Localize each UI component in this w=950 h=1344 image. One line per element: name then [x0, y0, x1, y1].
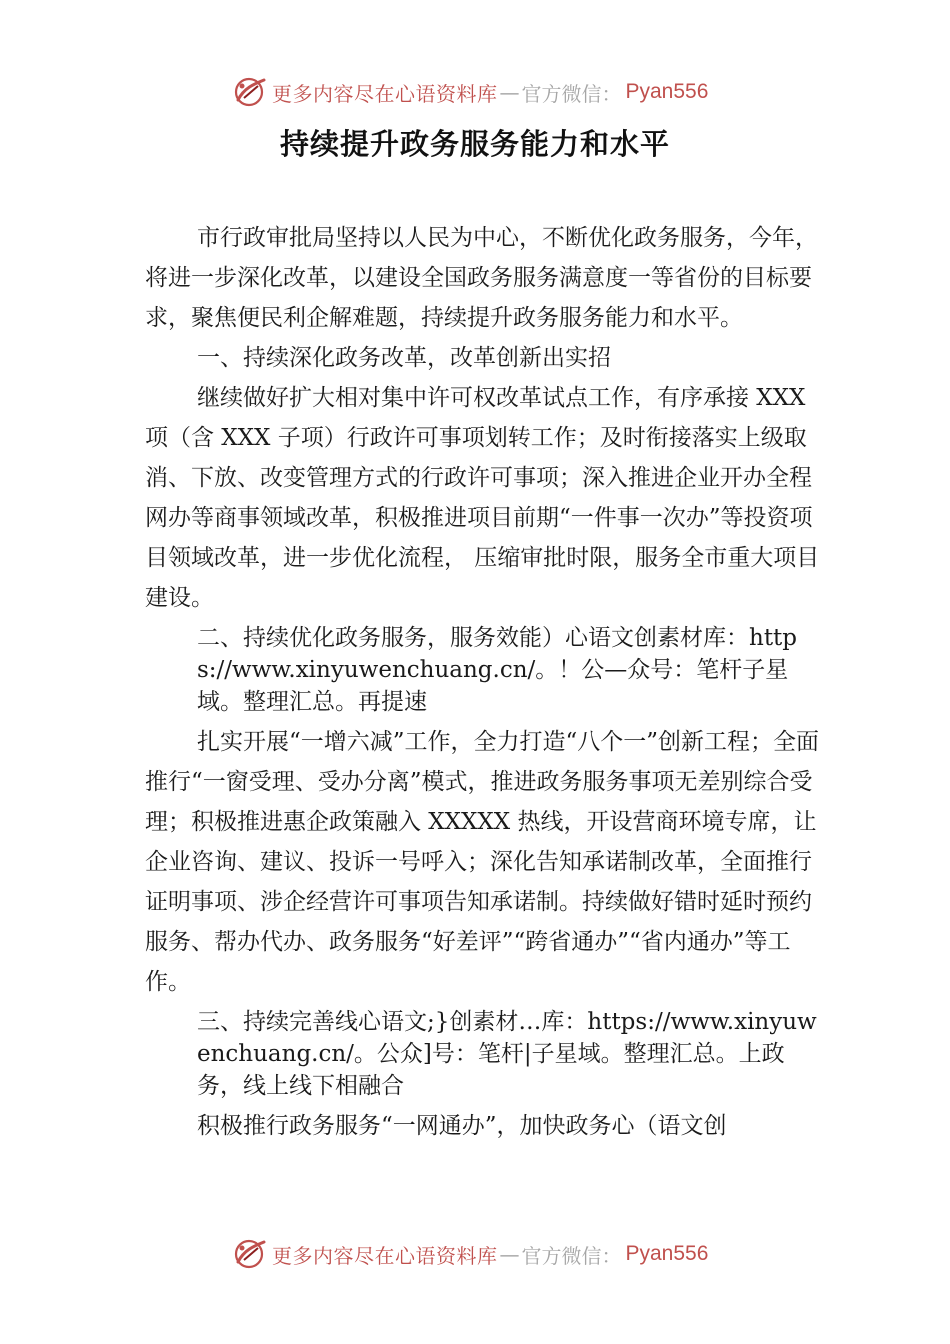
paragraph-section-2: 扎实开展“一增六减”工作，全力打造“八个一”创新工程；全面推行“一窗受理、受办分离”模式，推进政务服务事项无差别综合受理；积极推进惠企政策融入 XXXXX 热线，开设营商环境专席，让企业咨询、建议、投诉一号呼入；深化告知承诺制改革，全面推行证明事项、涉企经营许可事项告知承诺制。持续做好错时延时预约服务、帮办代办、政务服务“好差评”“跨省通办”“省内通办”等工作。	[145, 729, 820, 995]
section-heading-2: 二、持续优化政务服务，服务效能）心语文创素材库：https://www.xinyuwenchuang.cn/。！公—众号：笔杆子星域。整理汇总。再提速	[197, 625, 798, 715]
brand-logo-icon	[232, 74, 268, 110]
watermark-wechat-label: 官方微信：	[521, 81, 622, 106]
brand-logo-icon	[232, 1236, 268, 1272]
paragraph-intro: 市行政审批局坚持以人民为中心，不断优化政务服务，今年，将进一步深化改革，以建设全国政务服务满意度一等省份的目标要求，聚焦便民利企解难题，持续提升政务服务能力和水平。	[145, 225, 818, 331]
watermark-wechat-id: Pyan556	[625, 1242, 709, 1265]
paragraph-section-1: 继续做好扩大相对集中许可权改革试点工作，有序承接 XXX 项（含 XXX 子项）行政许可事项划转工作；及时衔接落实上级取消、下放、改变管理方式的行政许可事项；深入推进企业开办全程网办等商事领域改革，积极推进项目前期“一件事一次办”等投资项目领域改革，进一步优化流程， 压缩审批时限，服务全市重大项目建设。	[145, 385, 820, 611]
paragraph-section-3: 积极推行政务服务“一网通办”，加快政务心（语文创	[197, 1113, 727, 1139]
document-body	[145, 218, 821, 1146]
watermark-text: 更多内容尽在心语资料库	[272, 81, 498, 106]
watermark-banner-top	[232, 72, 752, 112]
watermark-banner-bottom	[232, 1234, 752, 1274]
section-heading-1: 一、持续深化政务改革，改革创新出实招	[197, 345, 611, 371]
document-title: 持续提升政务服务能力和水平	[279, 127, 670, 161]
watermark-wechat-label: 官方微信：	[521, 1243, 622, 1268]
watermark-separator: —	[499, 80, 520, 104]
section-heading-3: 三、持续完善线心语文;}创素材…库：https://www.xinyuwenchuang.cn/。公众]号：笔杆|子星域。整理汇总。上政务，线上线下相融合	[197, 1009, 817, 1099]
watermark-separator: —	[499, 1242, 520, 1266]
watermark-text: 更多内容尽在心语资料库	[272, 1243, 498, 1268]
watermark-wechat-id: Pyan556	[625, 80, 709, 103]
